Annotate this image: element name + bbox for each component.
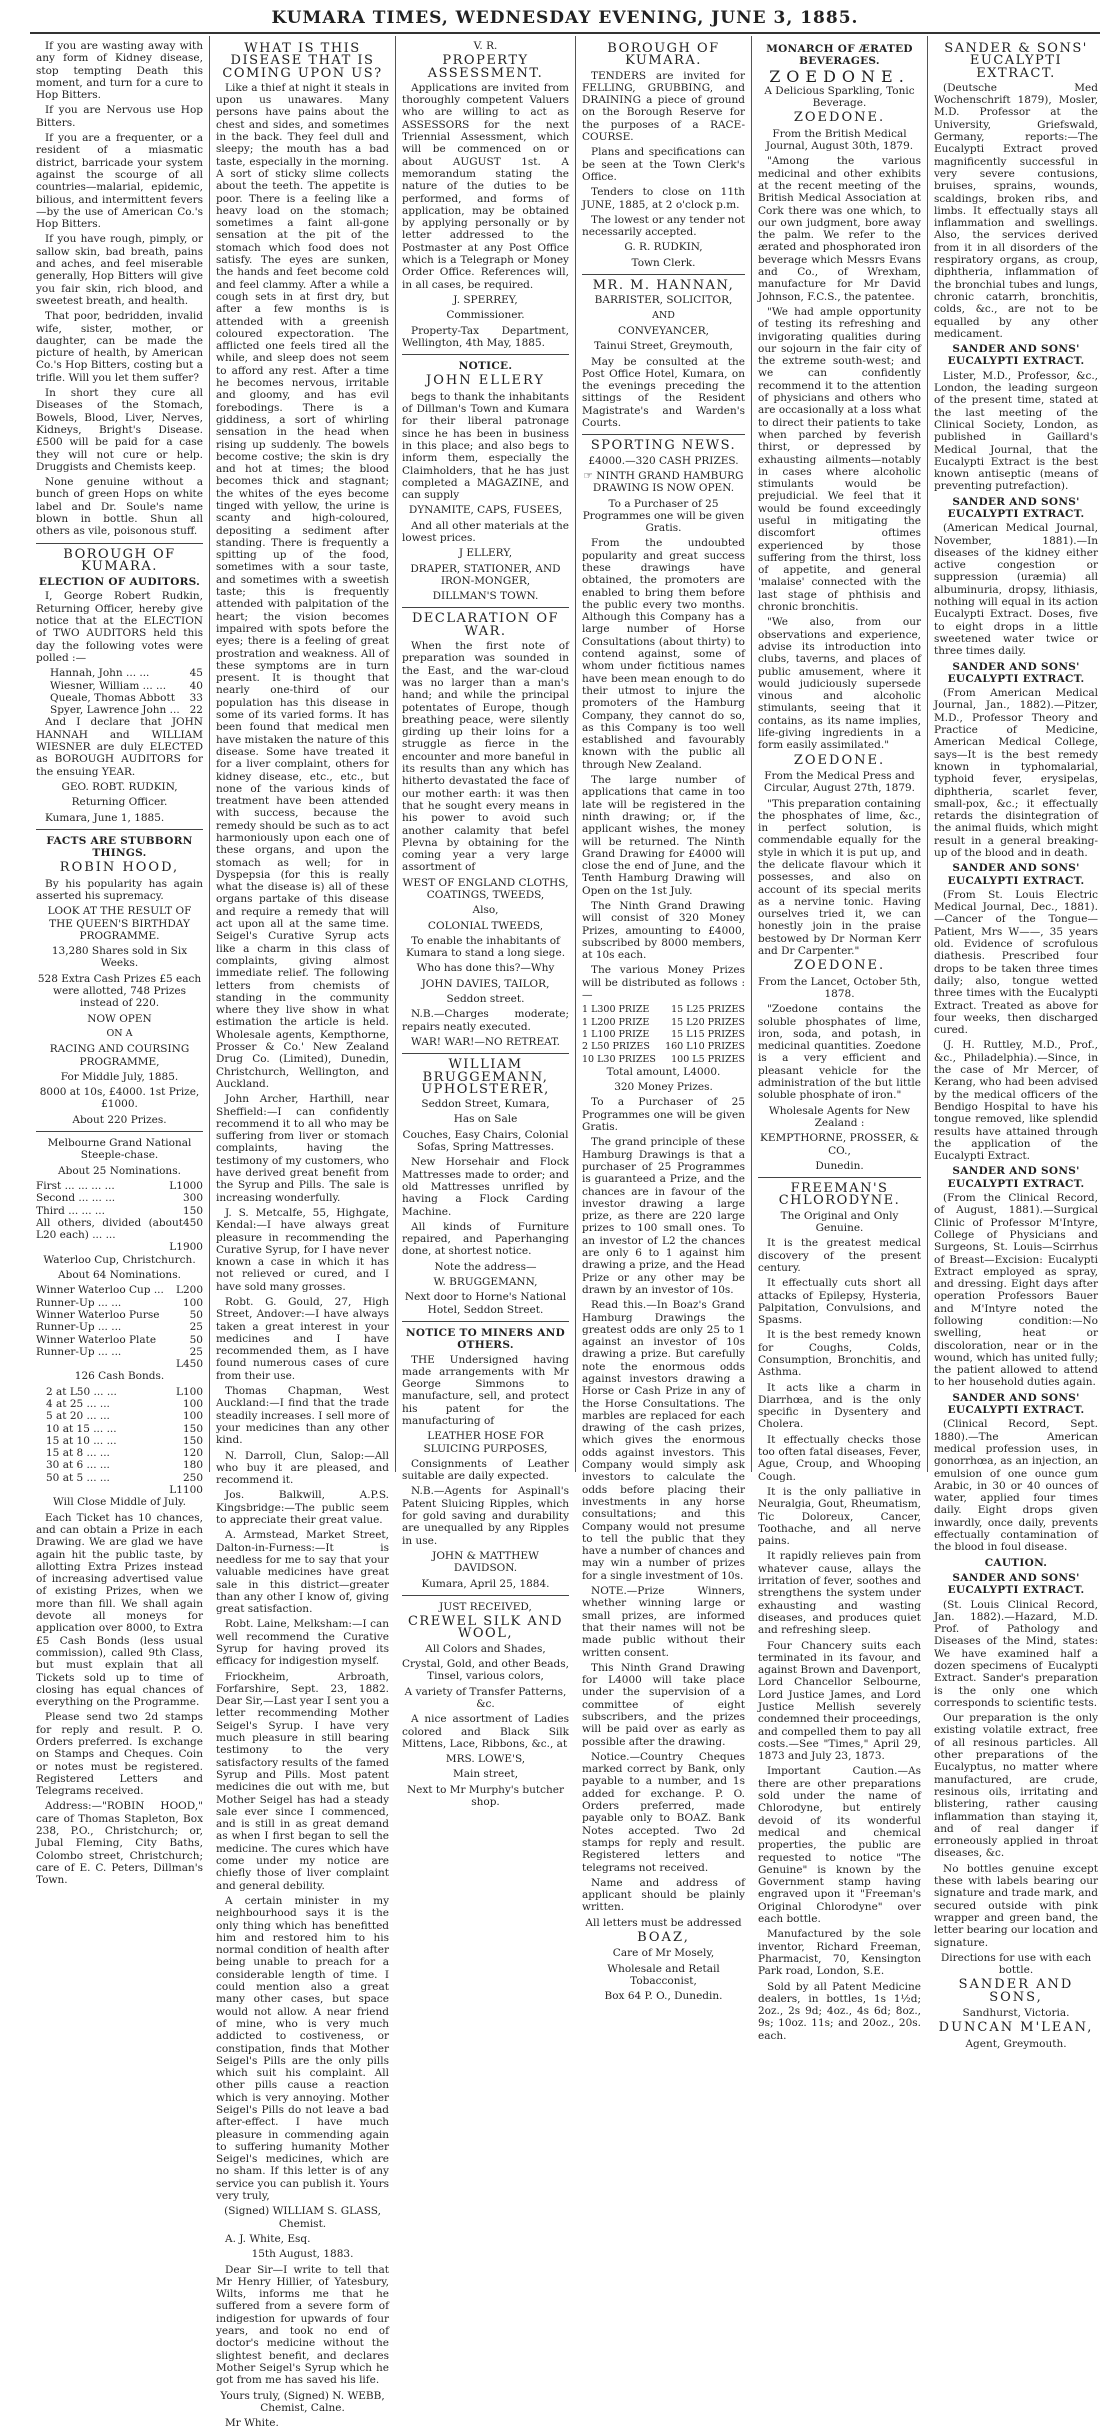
colonial-tweeds: COLONIAL TWEEDS, [427, 919, 544, 932]
west-of-england: WEST OF ENGLAND CLOTHS, COATINGS, TWEEDS, [402, 876, 569, 901]
on-a: ON A [106, 1027, 133, 1039]
bond-row: 4 at 25 ... ... 100 [46, 1397, 203, 1410]
look-line: LOOK AT THE RESULT OF THE QUEEN'S BIRTHDAY PROGRAMME. [47, 905, 192, 942]
signatory-title: Returning Officer. [71, 796, 168, 809]
tenders-para: The lowest or any tender not necessarily accepted. [582, 213, 745, 239]
notice-date: Kumara, June 1, 1885. [45, 811, 165, 824]
zoedone-source: From the Lancet, October 5th, 1878. [758, 975, 921, 1000]
war-body: When the first note of preparation was sounded in the East, and the war-cloud was no larger than a man's hand; and while the principal potentates of Europe, though breathing peace, were silently girding up their loins for a struggle as fierce in the encounter and more baneful in its results than any which has hitherto devastated the face of our mother earth: it was then that he sought every means in his power to avoid such another calamity that befel Plevna by obtaining for the coming year a very large assortment of [402, 640, 569, 874]
zoedone-para: "This preparation containing the phosphates of lime, &c., in perfect solution, is commendable equally for the style in which it is put up, and the delicate flavour which it possesses, and also on account of its special merits as a nervine tonic. Having ourselves tried it, we can honestly join in the praise bestowed by Dr Norman Kerr and Dr Carpenter." [758, 797, 921, 958]
testimonial-para: A certain minister in my neighbourhood says it is the only thing which has benefitted him and restored him to his normal condition of health after being unable to preach for a considerable length of time. I could mention also a great many other cases, but space would not allow. A near friend of mine, who is very much addicted to costiveness, or constipation, finds that Mother Seigel's Pills are the only pills which suit his complaint. All other pills cause a reaction which is very annoying. Mother Seigel's Pills do not leave a bad after-effect. I have much pleasure in commending again to suffering humanity Mother Seigel's medicines, which are no sham. If this letter is of any service you can publish it. Yours very truly, [216, 1894, 389, 2203]
election-declare: And I declare that JOHN HANNAH and WILLIAM WIESNER are duly ELECTED as BOROUGH AUDITORS for the ensuing YEAR. [36, 716, 203, 778]
freeman-para: It is the greatest medical discovery of the present century. [758, 1237, 921, 1274]
prize-row: Third ... ... ... 150 [36, 1204, 203, 1217]
column-4 [576, 36, 752, 2003]
waterloo-table [36, 1284, 203, 1370]
miners-heading: NOTICE TO MINERS AND OTHERS. [405, 1326, 566, 1352]
testimonial-para: Jos. Balkwill, A.P.S. Kingsbridge:—The public seem to appreciate their great value. [216, 1489, 389, 1527]
bonds-table [36, 1386, 203, 1497]
sander-subheading: SANDER AND SONS' EUCALYPTI EXTRACT. [947, 1571, 1085, 1597]
ellery-trade: DRAPER, STATIONER, AND IRON-MONGER, [410, 562, 561, 587]
zoedone-para: "We also, from our observations and experience, advise its introduction into clubs, taverns, and places of public amusement, where it would judiciously supersede vinous and alcoholic stimulants, seeing that it contains, as its name implies, life-giving ingredients in a form easily assimilated." [758, 616, 921, 752]
about-220: About 220 Prizes. [72, 1113, 167, 1126]
freeman-para: Important Caution.—As there are other preparations sold under the name of Chlorodyne, but entirely devoid of its wonderful medical and chemical properties, the public are requested to notice "The Genuine" is known by the Government stamp having engraved upon it "Freeman's Original Chlorodyne" over each bottle. [758, 1765, 921, 1926]
vote-row: Wiesner, William ... ... 40 [50, 679, 203, 692]
zoedone-section: ZOEDONE. [793, 110, 886, 126]
sporting-para: The Ninth Grand Drawing will consist of 320 Money Prizes, amounting to £4000, subscribed by 8000 members, at 10s each. [582, 900, 745, 962]
sporting-para: Name and address of applicant should be plainly written. [582, 1876, 745, 1914]
testimonial-para: Thomas Chapman, West Auckland:—I find that the trade steadily increases. I sell more of your medicines than any other kind. [216, 1385, 389, 1447]
ticket-para: Each Ticket has 10 chances, and can obtain a Prize in each Drawing. We are glad we have again hit the public taste, by allotting Extra Prizes instead of increasing advertised value of existing Prizes, when we more than fill. We shall again devote all moneys for application over 8000, to Extra £5 Cash Bonds (less usual commission), called 9th Class, but must explain that all Tickets sold up to time of closing has equal chances of everything on the Programme. [36, 1511, 203, 1709]
sporting-para: From the undoubted popularity and great success these drawings have obtained, the promoters are enabled to bring them before the public every two months. Although this Company has a large number of Horse Consultations (about thirty) to contend against, some of whom under fictitious names have been mean enough to do their utmost to injure the promoters of the Hamburg Company, they cannot do so, as this Company is too well established and favourably known with the public all through New Zealand. [582, 537, 745, 771]
divider [36, 1131, 203, 1132]
extra-line: 528 Extra Cash Prizes £5 each were allotted, 748 Prizes instead of 220. [37, 972, 202, 1010]
bonds-heading: 126 Cash Bonds. [74, 1370, 165, 1383]
hannan-conv: CONVEYANCER, [618, 324, 709, 337]
sander-subheading: SANDER AND SONS' EUCALYPTI EXTRACT. [947, 862, 1085, 887]
column-6 [928, 36, 1104, 2050]
sander-subheading: SANDER AND SONS' EUCALYPTI EXTRACT. [947, 1391, 1085, 1417]
freeman-heading: FREEMAN'S CHLORODYNE. [778, 1181, 901, 1209]
sander-para: (From the Clinical Record, of August, 1881).—Surgical Clinic of Professor M'Intyre, College of Physicians and Surgeons, St. Louis—Scirrhus of Breast—Excision: Eucalypti Extract employed as spray, and dressing. Eight days after operation Professors Bauer and M'Intyre noted the following condition:—No swelling, heat or discoloration, near or in the wound, which has united fully; the patient allowed to attend to her household duties again. [934, 1192, 1098, 1389]
hannan-body: May be consulted at the Post Office Hotel, Kumara, on the evenings preceding the sittings of the Resident Magistrate's and Warden's Courts. [582, 355, 745, 430]
also: Also, [472, 904, 499, 917]
leather-hose: LEATHER HOSE FOR SLUICING PURPOSES, [423, 1430, 548, 1455]
prize-row: 2 L50 PRIZES 160 L10 PRIZES [582, 1041, 745, 1053]
lowe-street: Main street, [452, 1768, 519, 1781]
prize-row: All others, divided (about L20 each) ... ... 450 [36, 1216, 203, 1242]
sander-para: (From American Medical Journal, Jan., 1882).—Pitzer, M.D., Professor Theory and Practice of Medicine, American Medical College, says—It is the best remedy known in typhomalarial, typhoid fever, erysipelas, diphtheria, scarlet fever, small-pox, &c.; it effectually retards the disintegration of the animal fluids, which might result in a general breaking-up of the blood and in death. [934, 687, 1098, 859]
vr-crest: V. R. [473, 40, 498, 52]
ellery-body: begs to thank the inhabitants of Dillman's Town and Kumara for their liberal patronage since he has been in business in this place; and also begs to inform them, especially the Claimholders, that he has just completed a MAGAZINE, and can supply [402, 390, 569, 502]
divider [582, 434, 745, 435]
melbourne-heading: Melbourne Grand National Steeple-chase. [47, 1137, 192, 1162]
robin-hood-sub: By his popularity has again asserted his supremacy. [36, 877, 203, 902]
sporting-para: The large number of applications that came in too late will be registered in the ninth drawing; or, if the applicant wishes, the money will be returned. The Ninth Grand Drawing for £4000 will close the end of June, and the Tenth Hamburg Drawing will Open on the 1st July. [582, 774, 745, 897]
bruggemann-note: Note the address— [434, 1260, 537, 1273]
davies: JOHN DAVIES, TAILOR, [421, 977, 550, 990]
robin-hood-heading: ROBIN HOOD, [59, 860, 180, 876]
davidson: JOHN & MATTHEW DAVIDSON. [432, 1549, 539, 1575]
prizes-table [582, 1004, 745, 1065]
prize-total: L450 [175, 1358, 203, 1371]
property-heading: PROPERTY ASSESSMENT. [427, 53, 544, 81]
prize-row: Winner Waterloo Purse 50 [36, 1308, 203, 1321]
zoedone-heading: ZOEDONE. [769, 66, 910, 86]
directions: Directions for use with each bottle. [940, 1951, 1092, 1977]
prize-row: Runner-Up ... ... 100 [36, 1296, 203, 1309]
assortment: A nice assortment of Ladies colored and Black Silk Mittens, Lace, Ribbons, &c., at [402, 1713, 569, 1750]
disease-heading: WHAT IS THIS DISEASE THAT IS COMING UPON US? [222, 41, 383, 81]
dynamite: DYNAMITE, CAPS, FUSEES, [408, 504, 563, 517]
bond-total: L1100 [169, 1484, 203, 1497]
crewel-sub: All Colors and Shades, [425, 1642, 546, 1655]
prize-row: 1 L200 PRIZE 15 L20 PRIZES [582, 1016, 745, 1028]
prize-row: 1 L300 PRIZE 15 L25 PRIZES [582, 1004, 745, 1016]
money-prizes: 320 Money Prizes. [614, 1081, 713, 1094]
property-body: Applications are invited from thoroughly competent Valuers who are willing to act as ASSESSORS for the next Triennial Assessment, which will be commenced on or about AUGUST 1st. A memorandum stating the nature of the duties to be performed, and forms of application, may be obtained by applying personally or by letter addressed to the Postmaster at any Post Office which is a Telegraph or Money Order Office. References will, in all cases, be required. [402, 81, 569, 291]
sporting-para: The grand principle of these Hamburg Drawings is that a purchaser of 25 Programmes is guaranteed a Prize, and the chances are in favour of the investor drawing a large prize, as there are 220 large prizes to 100 small ones. To an investor of L2 the chances are only 6 to 1 against him drawing a prize, and the Head Prize or any other may be drawn by an investor of 10s. [582, 1136, 745, 1296]
tenders-heading: BOROUGH OF KUMARA. [607, 41, 720, 69]
divider [402, 354, 569, 355]
who: Who has done this?—Why [416, 962, 555, 975]
bond-row: 15 at 10 ... ... 150 [46, 1434, 203, 1447]
bond-row: 10 at 15 ... ... 150 [46, 1422, 203, 1435]
caution-heading: CAUTION. [984, 1556, 1048, 1569]
signature: (Signed) WILLIAM S. GLASS, Chemist. [224, 2205, 381, 2230]
sander-para: (Deutsche Med Wochenschrift 1879), Mosler, M.D. Professor at the University, Griefswald, Germany, reports:—The Eucalypti Extract proved magnificently successful in very severe contusions, bruises, sprains, wounds, scaldings, broken ribs, and limbs. It effectually stays all inflammation and swellings. Also, the services derived from it in all disorders of the respiratory organs, as croup, diphtheria, inflammation of the bronchial tubes and lungs, chronic catarrh, bronchitis, colds, &c., are not to be equalled by any other medicament. [934, 81, 1098, 340]
divider [402, 1053, 569, 1054]
prize-row: First ... ... ... ... L1000 [36, 1179, 203, 1192]
sander-para: (From St. Louis Electric Medical Journal, Dec., 1881).—Cancer of the Tongue—Patient, Mrs W——, 35 years old. Evidence of scrofulous diathesis. Prescribed four drops to be taken three times daily; also, tongue wetted three times with the Eucalypti Extract. Treated as above for four weeks, then discharged cured. [934, 888, 1098, 1037]
close-line: Will Close Middle of July. [53, 1496, 186, 1509]
consignments: Consignments of Leather suitable are daily expected. [402, 1457, 569, 1483]
sporting-para: All letters must be addressed [585, 1916, 742, 1929]
war-heading: DECLARATION OF WAR. [412, 611, 559, 639]
sander-para: Our preparation is the only existing volatile extract, free of all resinous particles. All other preparations of the Eucalyptus, no matter where manufactured, are crude, resinous oils, irritating and blistering, rather causing inflammation than staying it, and of real danger if erroneously applied in throat diseases, &c. [934, 1712, 1098, 1860]
hannan-heading: MR. M. HANNAN, [592, 278, 735, 294]
column-1 [30, 36, 210, 1887]
prize-total: L1900 [169, 1241, 203, 1254]
vote-row: Queale, Thomas Abbott 33 [50, 691, 203, 704]
shares-line: 8000 at 10s, £4000. 1st Prize, £1000. [39, 1086, 200, 1111]
sander-sign: SANDER AND SONS, [958, 1977, 1074, 2005]
ellery-sign: J ELLERY, [458, 547, 513, 560]
zoedone-source: From the British Medical Journal, August 30th, 1879. [765, 127, 914, 153]
vote-row: Hannah, John ... ... 45 [50, 667, 203, 680]
sander-para: (St. Louis Clinical Record, Jan. 1882).—Hazard, M.D. Prof. of Pathology and Diseases of the Mind, states: We have examined half a dozen specimens of Eucalypti Extract. Sander's preparation is the only one which corresponds to scientific tests. [934, 1598, 1098, 1709]
stamps-para: Please send two 2d stamps for reply and result. P. O. Orders preferred. Is exchange on Stamps and Cheques. Coin or notes must be registered. Registered Letters and Telegrams received. [36, 1711, 203, 1798]
for-july: For Middle July, 1885. [60, 1070, 179, 1083]
lowe: MRS. LOWE'S, [445, 1753, 526, 1766]
bruggemann-sign: W. BRUGGEMANN, [433, 1276, 538, 1289]
melbourne-table [36, 1180, 203, 1254]
freeman-para: It is the only palliative in Neuralgia, Gout, Rheumatism, Tic Doloreux, Cancer, Toothache, and all nerve pains. [758, 1485, 921, 1548]
monarch-heading: MONARCH OF ÆRATED BEVERAGES. [766, 43, 913, 68]
sander-para: (American Medical Journal, November, 1881).—In diseases of the kidney either active congestion or suppression (uræmia) all albuminuria, dropsy, lithiasis, nothing will equal in its action Eucalypti Extract. Doses, five to eight drops in a little sweetened water twice or three times daily. [934, 522, 1098, 658]
boaz-box: Box 64 P. O., Dunedin. [604, 1990, 723, 2003]
about-25: About 25 Nominations. [58, 1164, 181, 1177]
prize-row: Runner-Up ... ... 25 [36, 1345, 203, 1358]
zoedone-section: ZOEDONE. [793, 958, 886, 974]
hop-bitters-para: If you are a frequenter, or a resident of a miasmatic district, barricade your system against the scourge of all countries—malarial, epidemic, bilious, and intermittent fevers—by the use of American Co.'s Hop Bitters. [36, 132, 203, 231]
testimonial-para: John Archer, Harthill, near Sheffield:—I can confidently recommend it to all who may be suffering from liver or stomach complaints, having the testimony of my customers, who have derived great benefit from the Syrup and Pills. The sale is increasing wonderfully. [216, 1093, 389, 1204]
borough-heading: BOROUGH OF KUMARA. [63, 546, 176, 574]
now-open: NOW OPEN [87, 1012, 152, 1025]
election-body: I, George Robert Rudkin, Returning Officer, hereby give notice that at the ELECTION of TWO AUDITORS held this day the following votes were polled :— [36, 590, 203, 664]
sporting-sub: £4000.—320 CASH PRIZES. [588, 454, 739, 467]
purchaser-2: To a Purchaser of 25 Programmes one will be given Gratis. [582, 1096, 745, 1134]
purchaser: To a Purchaser of 25 Programmes one will be given Gratis. [582, 497, 745, 535]
divider [758, 1177, 921, 1178]
hop-bitters-para: None genuine without a bunch of green Hops on white label and Dr. Soule's name blown in bottle. Shun all others as vile, poisonous stuff. [36, 476, 203, 538]
ellery-heading: JOHN ELLERY [426, 373, 545, 389]
freeman-sub: The Original and Only Genuine. [780, 1209, 899, 1235]
sander-heading: SANDER & SONS' EUCALYPTI EXTRACT. [944, 41, 1088, 81]
addressee: A. J. White, Esq. [225, 2232, 311, 2245]
bruggemann-items: Couches, Easy Chairs, Colonial Sofas, Spring Mattresses. [402, 1128, 569, 1154]
boaz: BOAZ, [637, 1930, 690, 1946]
bruggemann-has: Has on Sale [453, 1113, 518, 1126]
hop-bitters-para: If you are wasting away with any form of Kidney disease, stop tempting Death this moment, and turn for a cure to Hop Bitters. [36, 40, 203, 102]
zoedone-sub: A Delicious Sparkling, Tonic Beverage. [764, 84, 915, 110]
testimonial-para: Robt. G. Gould, 27, High Street, Andover:—I have always taken a great interest in your medicines and I have recommended them, as I have found numerous cases of cure from their use. [216, 1295, 389, 1382]
sander-para: (Clinical Record, Sept. 1880).—The American medical profession uses, in gonorrhœa, as an injection, an emulsion of one ounce gum Arabic, in 30 or 40 ounces of water, applied four times daily. Eight drops given inwardly, once daily, prevents effectually contamination of the blood in foul disease. [934, 1418, 1098, 1554]
hop-bitters-para: If you have rough, pimply, or sallow skin, bad breath, pains and aches, and feel miserable generally, Hop Bitters will give you fair skin, rich blood, and sweetest breath, and health. [36, 233, 203, 307]
crewel-3: A variety of Transfer Patterns, &c. [404, 1685, 567, 1710]
column-3 [396, 36, 576, 1808]
mlean-sign: DUNCAN M'LEAN, [938, 2020, 1094, 2036]
waterloo-heading: Waterloo Cup, Christchurch. [43, 1253, 196, 1266]
racing-line: RACING AND COURSING PROGRAMME, [49, 1043, 190, 1068]
divider [36, 543, 203, 544]
hannan-and: AND [652, 309, 675, 321]
columns [30, 36, 1104, 2429]
war-cry: WAR! WAR!—NO RETREAT. [411, 1035, 560, 1048]
facts-heading: FACTS ARE STUBBORN THINGS. [46, 834, 193, 860]
tenders-body: TENDERS are invited for FELLING, GRUBBING, and DRAINING a piece of ground on the Borough Reserve for the purposes of a RACE-COURSE. [582, 69, 745, 144]
freeman-para: It effectually cuts short all attacks of Epilepsy, Hysteria, Palpitation, Convulsions, and Spasms. [758, 1277, 921, 1327]
prize-row: Second ... ... ... 300 [36, 1192, 203, 1205]
sporting-para: The various Money Prizes will be distributed as follows :— [582, 964, 745, 1002]
prize-row: Winner Waterloo Cup ... L200 [36, 1284, 203, 1297]
vote-row: Spyer, Lawrence John ... 22 [50, 704, 203, 717]
boaz-trade: Wholesale and Retail Tobacconist, [607, 1962, 720, 1987]
sporting-para: Read this.—In Boaz's Grand Hamburg Drawings the greatest odds are only 25 to 1 against an investor of 10s drawing a prize. But carefully note the enormous odds against investors drawing a Horse or Cash Prize in any of the Horse Consultations. The marbles are replaced for each drawing of the cash prizes, which gives the enormous odds against investors. This Company would simply ask investors to calculate the odds before placing their investments in any horse consultations; and this Company would not presume to tell the public that they have a number of chances and may win a number of prizes for a single investment of 10s. [582, 1299, 745, 1582]
tenders-para: Tenders to close on 11th JUNE, 1885, at 2 o'clock p.m. [582, 186, 745, 211]
sporting-para: This Ninth Grand Drawing for L4000 will take place under the supervision of a committee of eight subscribers, and the prizes will be paid over as early as possible after the drawing. [582, 1661, 745, 1748]
disease-para: Like a thief at night it steals in upon us unawares. Many persons have pains about the chest and sides, and sometimes in the back. They feel dull and sleepy; the mouth has a bad taste, especially in the morning. A sort of sticky slime collects about the teeth. The appetite is poor. There is a feeling like a heavy load on the stomach; sometimes a faint all-gone sensation at the pit of the stomach which food does not satisfy. The eyes are sunken, the hands and feet become cold and feel clammy. After a while a cough sets in at first dry, but after a few months is is attended with a greenish coloured expectoration. The afflicted one feels tired all the while, and sleep does not seem to afford any rest. After a time he becomes nervous, irritable and gloomy, and has evil forebodings. There is a giddiness, a sort of whirling sensation in the head when rising up suddenly. The bowels become costive; the skin is dry and hot at times; the blood becomes thick and stagnant; the whites of the eyes become tinged with yellow, the urine is scanty and high-coloured, depositing a sediment after standing. There is frequently a spitting up of the food, sometimes with a sour taste, and sometimes with a sweetish taste; this is frequently attended with palpitation of the heart; the vision becomes impaired with spots before the eyes; there is a feeling of great prostration and weakness. All of these symptoms are in turn present. It is thought that nearly one-third of our population has this disease in some of its varied forms. It has been found that medical men have mistaken the nature of this disease. Some have treated it for a liver complaint, others for kidney disease, etc., etc., but none of the various kinds of treatment have been attended with success, because the remedy should be such as to act harmoniously upon each one of these organs, and upon the stomach as well; for in Dyspepsia (for this is really what the disease is) all of these organs partake of this disease and require a remedy that will act upon all at the same time. Seigel's Curative Syrup acts like a charm in this class of complaints, giving almost immediate relief. The following letters from chemists of standing in the community where they live show in what estimation the article is held. Wholesale agents, Kempthorne, Prosser & Co.' New Zealand Drug Co. (Limited), Dunedin, Christchurch, Wellington, and Auckland. [216, 81, 389, 1090]
tenders-title: Town Clerk. [631, 256, 696, 269]
bruggemann-para: New Horsehair and Flock Mattresses made to order; and old Mattresses unrifled by having a Flock Carding Machine. [402, 1156, 569, 1218]
hop-bitters-para: That poor, bedridden, invalid wife, sister, mother, or daughter, can be made the picture of health, by American Co.'s Hop Bitters, costing but a trifle. Will you let them suffer? [36, 310, 203, 384]
sander-subheading: SANDER AND SONS' EUCALYPTI EXTRACT. [947, 660, 1085, 685]
freeman-para: Manufactured by the sole inventor, Richard Freeman, Pharmacist, 70, Kensington Park road, London, S.E. [758, 1928, 921, 1978]
tenders-para: Plans and specifications can be seen at the Town Clerk's Office. [582, 146, 745, 183]
testimonial-para: Friockheim, Arbroath, Forfarshire, Sept. 23, 1882. Dear Sir,—Last year I sent you a letter recommending Mother Seigel's Syrup. I have very much pleasure in still bearing testimony to the very satisfactory results of the famed Syrup and Pills. Most patent medicines die out with me, but Mother Seigel has had a steady sale ever since I commenced, and is still in as great demand as when I first began to sell the medicine. The cures which have come under my notice are chiefly those of liver complaint and general debility. [216, 1670, 389, 1892]
hop-bitters-para: If you are Nervous use Hop Bitters. [36, 104, 203, 129]
ellery-town: DILLMAN'S TOWN. [432, 590, 539, 603]
sander-para: No bottles genuine except these with labels bearing our signature and trade mark, and secured outside with pink wrapper and green band, the letter bearing our location and signature. [934, 1862, 1098, 1949]
zoedone-source: From the Medical Press and Circular, August 27th, 1879. [763, 769, 916, 795]
total-amount: Total amount, L4000. [606, 1065, 721, 1078]
property-sign: J. SPERREY, [453, 293, 518, 306]
property-dept: Property-Tax Department, Wellington, 4th May, 1885. [402, 324, 569, 349]
lowe-loc: Next to Mr Murphy's butcher shop. [406, 1783, 564, 1808]
miners-nb: N.B.—Agents for Aspinall's Patent Sluicing Ripples, which for gold saving and durability are unequalled by any Ripples in use. [402, 1485, 569, 1547]
agents-line: Wholesale Agents for New Zealand : [768, 1104, 911, 1129]
ninth-drawing: ☞ NINTH GRAND HAMBURG DRAWING IS NOW OPEN. [583, 469, 744, 495]
signature: Yours truly, (Signed) N. WEBB, Chemist, Calne. [220, 2389, 385, 2414]
testimonial-para: N. Darroll, Clun, Salop:—All who buy it are pleased, and recommend it. [216, 1449, 389, 1487]
freeman-para: It is the best remedy known for Coughs, Colds, Consumption, Bronchitis, and Asthma. [758, 1329, 921, 1379]
sander-subheading: SANDER AND SONS' EUCALYPTI EXTRACT. [947, 343, 1085, 368]
freeman-para: Four Chancery suits each terminated in its favour, and against Brown and Davenport, Lord Chancellor Selbourne, Lord Justice James, and Lord Justice Mellish severely condemned their proceedings, and compelled them to pay all costs.—See "Times," April 29, 1873 and July 23, 1873. [758, 1639, 921, 1763]
bruggemann-addr: Seddon Street, Kumara, [421, 1098, 550, 1111]
boaz-care: Care of Mr Mosely, [612, 1947, 715, 1960]
divider [402, 1595, 569, 1596]
property-title: Commissioner. [446, 309, 525, 322]
sporting-para: NOTE.—Prize Winners, whether winning large or small prizes, are informed that their names will not be made public without their written consent. [582, 1585, 745, 1659]
seddon: Seddon street. [446, 993, 525, 1006]
column-5 [752, 36, 928, 2042]
sandhurst: Sandhurst, Victoria. [962, 2007, 1070, 2020]
miners-body: THE Undersigned having made arrangements with Mr George Simmons to manufacture, sell, and protect his patent for the manufacturing of [402, 1353, 569, 1427]
davidson-date: Kumara, April 25, 1884. [421, 1577, 550, 1590]
divider [402, 1321, 569, 1322]
column-2 [210, 36, 396, 2429]
testimonial-para: Robt. Laine, Melksham:—I can well recommend the Curative Syrup for having proved its efficacy for indigestion myself. [216, 1618, 389, 1668]
sander-subheading: SANDER AND SONS' EUCALYPTI EXTRACT. [947, 1165, 1085, 1190]
addressee: Mr White. [225, 2417, 279, 2429]
bond-row: 5 at 20 ... ... 100 [46, 1410, 203, 1423]
crewel-2: Crystal, Gold, and other Beads, Tinsel, various colors, [402, 1658, 569, 1683]
bond-row: 30 at 6 ... ... 180 [46, 1459, 203, 1472]
prize-row: 1 L100 PRIZE 15 L15 PRIZES [582, 1028, 745, 1040]
election-heading: ELECTION OF AUDITORS. [38, 576, 201, 589]
sander-para: Lister, M.D., Professor, &c., London, the leading surgeon of the present time, stated at the last meeting of the Clinical Society, London, as published in Gaillard's Medical Journal, that the Eucalypti Extract is the best known antiseptic (means of preventing putrefaction). [934, 369, 1098, 493]
sold-line: 13,280 Shares sold in Six Weeks. [51, 945, 188, 970]
kempthorne: KEMPTHORNE, PROSSER, & CO., [760, 1132, 919, 1157]
zoedone-para: "Zoedone contains the soluble phosphates of lime, iron, soda, and potash, in medicinal quantities. Zoedone is a very efficient and pleasant vehicle for the administration of the but little soluble phosphate of iron." [758, 1003, 921, 1102]
pointing-hand-icon: ☞ [583, 469, 597, 482]
testimonial-para: J. S. Metcalfe, 55, Highgate, Kendal:—I have always great pleasure in recommending the Curative Syrup, for I have never known a case in which it has not relieved or cured, and I have sold many grosses. [216, 1206, 389, 1293]
address-para: Address:—"ROBIN HOOD," care of Thomas Stapleton, Box 238, P.O., Christchurch; or, Jubal Fleming, City Baths, Colombo street, Christchurch; care of E. C. Peters, Dillman's Town. [36, 1800, 203, 1887]
hannan-title: BARRISTER, SOLICITOR, [594, 294, 733, 307]
testimonial-para: A. Armstead, Market Street, Dalton-in-Furness:—It is needless for me to say that your valuable medicines have great sale in this district—greater than any other I know of, giving great satisfaction. [216, 1529, 389, 1616]
about-64: About 64 Nominations. [58, 1269, 181, 1282]
bruggemann-heading: WILLIAM BRUGGEMANN, UPHOLSTERER, [421, 1057, 550, 1097]
hop-bitters-para: In short they cure all Diseases of the Stomach, Bowels, Blood, Liver, Nerves, Kidneys, Bright's Disease. £500 will be paid for a case they will not cure or help. Druggists and Chemists keep. [36, 387, 203, 473]
freeman-para: Sold by all Patent Medicine dealers, in bottles, 1s 1½d; 2oz., 2s 9d; 4oz., 4s 6d; 8oz., 9s; 10oz. 11s; and 20oz., 20s. each. [758, 1980, 921, 2042]
bruggemann-loc: Next door to Horne's National Hotel, Seddon Street. [404, 1291, 567, 1316]
tenders-sign: G. R. RUDKIN, [624, 241, 703, 254]
hannan-addr: Tainui Street, Greymouth, [594, 340, 733, 353]
crewel-heading: CREWEL SILK AND WOOL, [407, 1614, 564, 1642]
zoedone-para: "Among the various medicinal and other exhibits at the recent meeting of the British Medical Association at Cork there was one which, to our own judgment, bore away the palm. We refer to the ærated and phosphorated iron beverage which Messrs Evans and Co., of Wrexham, manufacture for Mr David Johnson, F.C.S., the patentee. [758, 155, 921, 303]
bond-row: 2 at L50 ... ... L100 [46, 1385, 203, 1398]
zoedone-para: "We had ample opportunity of testing its refreshing and invigorating qualities during our sojourn in the fair city of the extreme south-west; and we can confidently recommend it to the attention of physicians and others who are occasionally at a loss what to direct their patients to take when parched by feverish thirst, or depressed by exhausting ailments—notably in cases where alcoholic stimulants would be prejudicial. We feel that it would be found exceedingly useful in mitigating the discomfort oftimes experienced by those suffering from the thirst, loss of appetite, and general 'malaise' connected with the last stage of phthisis and chronic bronchitis. [758, 305, 921, 614]
freeman-para: It effectually checks those too often fatal diseases, Fever, Ague, Croup, and Whooping Cough. [758, 1433, 921, 1483]
letter-date: 15th August, 1883. [251, 2248, 354, 2261]
sander-subheading: SANDER AND SONS' EUCALYPTI EXTRACT. [947, 495, 1085, 520]
divider [36, 829, 203, 830]
votes-table [36, 667, 203, 716]
dunedin: Dunedin. [815, 1159, 864, 1172]
bond-row: 50 at 5 ... ... 250 [46, 1471, 203, 1484]
signatory: GEO. ROBT. RUDKIN, [61, 780, 178, 793]
sporting-para: Notice.—Country Cheques marked correct by Bank, only payable to a number, and 1s added for exchange. P. O. Orders preferred, made payable only to BOAZ. Bank Notes accepted. Two 2d stamps for reply and result. Registered letters and telegrams not received. [582, 1750, 745, 1874]
enable: To enable the inhabitants of Kumara to stand a long siege. [405, 934, 566, 960]
mlean-loc: Agent, Greymouth. [965, 2037, 1067, 2050]
zoedone-section: ZOEDONE. [793, 752, 886, 768]
prize-row: 10 L30 PRIZES 100 L5 PRIZES [582, 1053, 745, 1065]
masthead: KUMARA TIMES, WEDNESDAY EVENING, JUNE 3, 1885. [30, 6, 1100, 34]
just-received: JUST RECEIVED, [439, 1600, 532, 1613]
freeman-para: It rapidly relieves pain from whatever cause, allays the irritation of fever, soothes and strengthens the system under exhausting and wasting diseases, and produces quiet and refreshing sleep. [758, 1550, 921, 1637]
bruggemann-para: All kinds of Furniture repaired, and Paperhanging done, at shortest notice. [402, 1220, 569, 1258]
prize-row: Runner-Up ... ... 25 [36, 1321, 203, 1334]
freeman-para: It acts like a charm in Diarrhœa, and is the only specific in Dysentery and Cholera. [758, 1381, 921, 1431]
divider [582, 274, 745, 275]
divider [402, 607, 569, 608]
bond-row: 15 at 8 ... ... 120 [46, 1447, 203, 1460]
testimonial-para: Dear Sir—I write to tell that Mr Henry Hillier, of Yatesbury, Wilts, informs me that he suffered from a severe form of indigestion for upwards of four years, and took no end of doctor's medicine without the slightest benefit, and declares Mother Seigel's Syrup which he got from me has saved his life. [216, 2263, 389, 2387]
sporting-heading: SPORTING NEWS. [590, 438, 737, 454]
other-materials: And all other materials at the lowest prices. [402, 519, 569, 544]
nb: N.B.—Charges moderate; repairs neatly executed. [402, 1008, 569, 1033]
prize-row: Winner Waterloo Plate 50 [36, 1333, 203, 1346]
notice-heading: NOTICE. [458, 360, 513, 373]
sander-para: (J. H. Ruttley, M.D., Prof., &c., Philadelphia).—Since, in the case of Mr Mercer, of Kerang, who had been advised by the medical officers of the Bendigo Hospital to have his tongue removed, like splendid results have attained through the application of the Eucalypti Extract. [934, 1039, 1098, 1163]
